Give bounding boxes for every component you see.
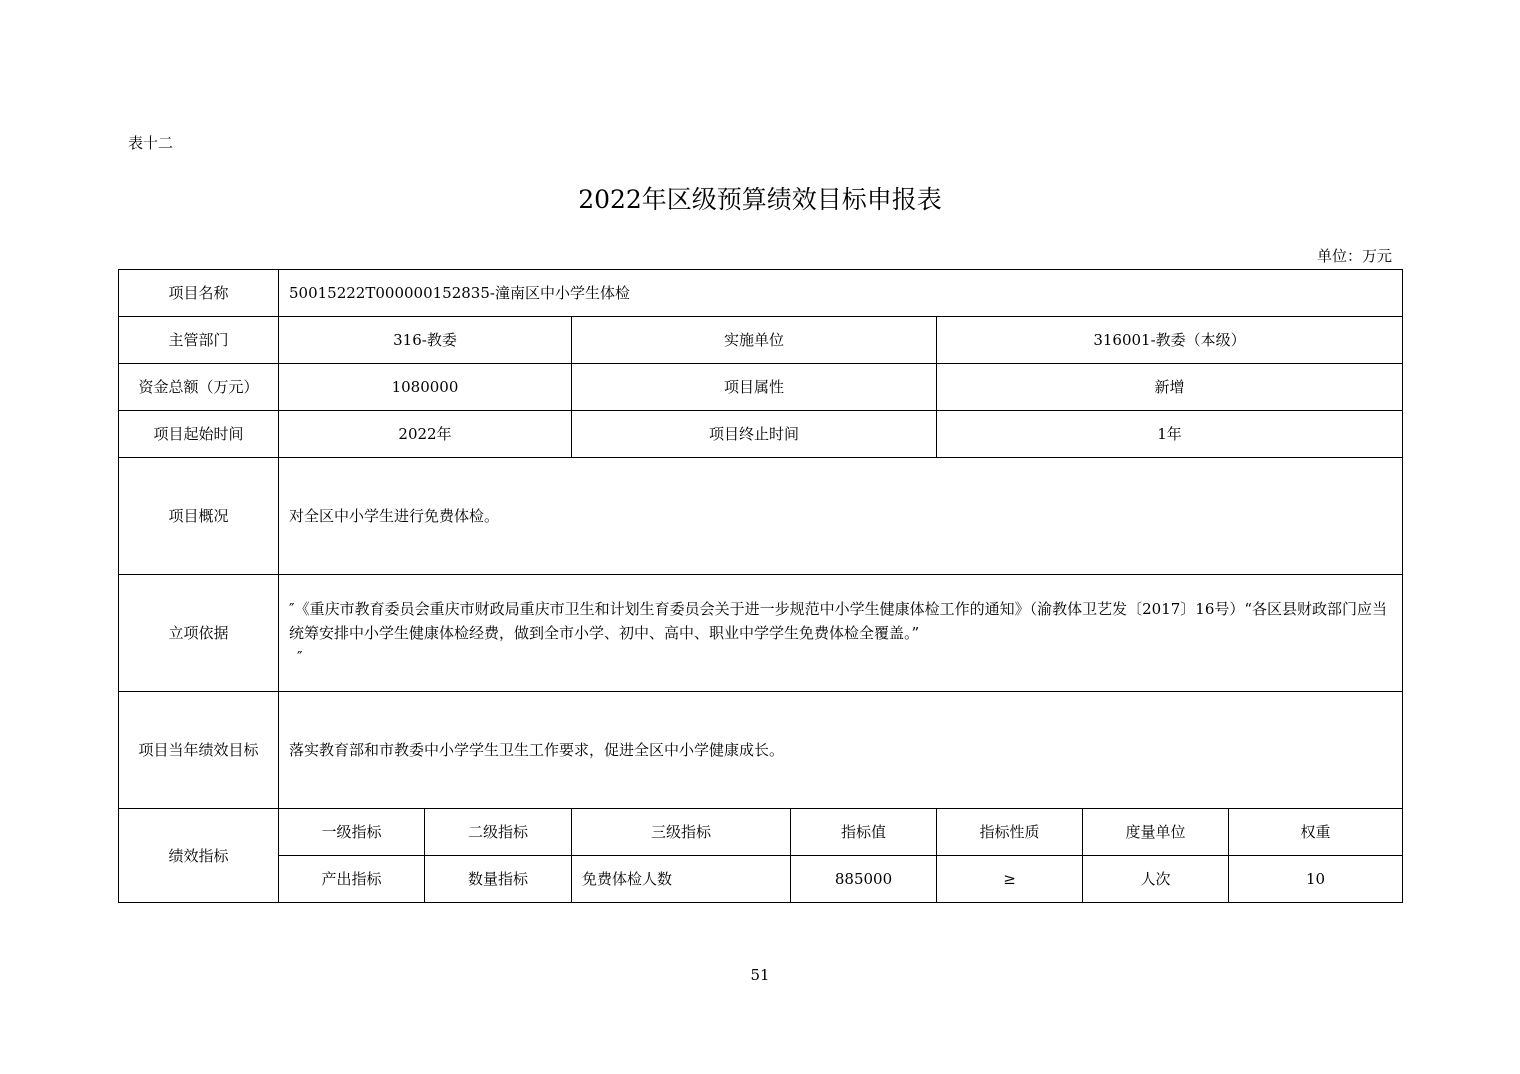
page-number: 51 [750,966,770,984]
row-basis [119,575,1403,692]
project-name-label: 项目名称 [119,270,279,317]
project-name-value: 50015222T000000152835-潼南区中小学生体检 [279,270,1403,317]
header-value: 指标值 [791,809,937,856]
document-title: 2022年区级预算绩效目标申报表 [578,185,942,214]
basis-value: ″《重庆市教育委员会重庆市财政局重庆市卫生和计划生育委员会关于进一步规范中小学生健康体检工作的通知》（渝教体卫艺发〔2017〕16号）“各区县财政部门应当统筹安排中小学生健康体检经费，做到全市小学、初中、高中、职业中学学生免费体检全覆盖。” [289,600,1388,642]
indicator-level3: 免费体检人数 [572,856,791,903]
indicator-weight: 10 [1229,856,1403,903]
header-weight: 权重 [1229,809,1403,856]
indicators-label: 绩效指标 [119,809,279,903]
header-level3: 三级指标 [572,809,791,856]
row-department [119,317,1403,364]
indicator-nature: ≥ [937,856,1083,903]
department-value: 316-教委 [279,317,572,364]
start-time-label: 项目起始时间 [119,411,279,458]
header-nature: 指标性质 [937,809,1083,856]
basis-closing-mark: ″ [297,648,303,666]
funding-label: 资金总额（万元） [119,364,279,411]
indicator-value: 885000 [791,856,937,903]
indicator-level1: 产出指标 [279,856,425,903]
header-level1: 一级指标 [279,809,425,856]
basis-label: 立项依据 [119,575,279,692]
implementing-unit-value: 316001-教委（本级） [937,317,1403,364]
row-funding [119,364,1403,411]
table-row [119,856,1403,903]
overview-value: 对全区中小学生进行免费体检。 [279,458,1403,575]
project-attribute-label: 项目属性 [572,364,937,411]
row-indicator-headers [119,809,1403,856]
basis-cell [279,575,1403,692]
row-overview [119,458,1403,575]
row-project-name [119,270,1403,317]
unit-label: 单位：万元 [1316,247,1392,265]
funding-value: 1080000 [279,364,572,411]
project-attribute-value: 新增 [937,364,1403,411]
indicator-unit: 人次 [1083,856,1229,903]
budget-target-table [118,269,1403,903]
row-goal [119,692,1403,809]
department-label: 主管部门 [119,317,279,364]
overview-label: 项目概况 [119,458,279,575]
goal-value: 落实教育部和市教委中小学学生卫生工作要求，促进全区中小学健康成长。 [279,692,1403,809]
header-level2: 二级指标 [425,809,572,856]
header-unit: 度量单位 [1083,809,1229,856]
row-time [119,411,1403,458]
goal-label: 项目当年绩效目标 [119,692,279,809]
indicator-level2: 数量指标 [425,856,572,903]
start-time-value: 2022年 [279,411,572,458]
table-number-label: 表十二 [128,134,174,152]
implementing-unit-label: 实施单位 [572,317,937,364]
end-time-label: 项目终止时间 [572,411,937,458]
end-time-value: 1年 [937,411,1403,458]
